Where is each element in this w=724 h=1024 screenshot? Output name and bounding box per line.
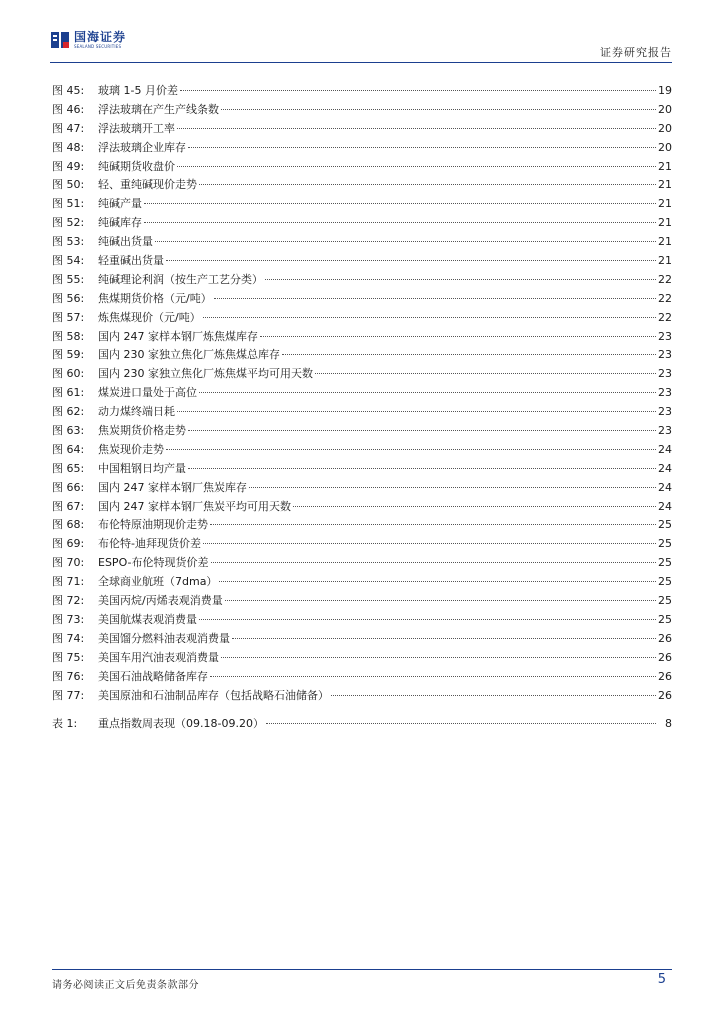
toc-dot-leader bbox=[166, 449, 656, 450]
toc-entry-page: 21 bbox=[658, 178, 672, 192]
toc-table-entry[interactable] bbox=[52, 715, 672, 734]
toc-dot-leader bbox=[177, 411, 656, 412]
toc-entry-title: 轻、重纯碱现价走势 bbox=[98, 178, 197, 192]
toc-entry-page: 26 bbox=[658, 650, 672, 664]
toc-dot-leader bbox=[282, 354, 656, 355]
toc-entry-title: 国内 230 家独立焦化厂炼焦煤平均可用天数 bbox=[98, 367, 313, 381]
toc-entry-label: 图 67: bbox=[52, 499, 85, 513]
toc-entry-label: 图 57: bbox=[52, 310, 85, 324]
toc-entry-page: 21 bbox=[658, 159, 672, 173]
logo-mark-icon bbox=[50, 30, 70, 50]
toc-figure-entry[interactable] bbox=[52, 271, 672, 290]
toc-figure-entry[interactable] bbox=[52, 479, 672, 498]
toc-dot-leader bbox=[188, 147, 656, 148]
toc-figure-entry[interactable] bbox=[52, 252, 672, 271]
toc-entry-title: 纯碱产量 bbox=[98, 197, 142, 211]
toc-entry-page: 21 bbox=[658, 235, 672, 249]
toc-entry-label: 图 60: bbox=[52, 367, 85, 381]
toc-entry-title: 纯碱期货收盘价 bbox=[98, 159, 175, 173]
toc-dot-leader bbox=[221, 657, 656, 658]
toc-entry-title: ESPO-布伦特现货价差 bbox=[98, 556, 209, 570]
toc-figure-entry[interactable] bbox=[52, 384, 672, 403]
toc-entry-title: 美国丙烷/丙烯表观消费量 bbox=[98, 594, 223, 608]
toc-figure-entry[interactable] bbox=[52, 422, 672, 441]
toc-dot-leader bbox=[177, 166, 656, 167]
toc-entry-label: 图 54: bbox=[52, 254, 85, 268]
toc-entry-page: 8 bbox=[665, 717, 672, 731]
toc-entry-page: 20 bbox=[658, 121, 672, 135]
toc-entry-title: 全球商业航班（7dma） bbox=[98, 575, 218, 589]
toc-figure-entry[interactable] bbox=[52, 687, 672, 706]
toc-entry-label: 图 62: bbox=[52, 405, 85, 419]
toc-dot-leader bbox=[199, 184, 656, 185]
toc-entry-label: 图 51: bbox=[52, 197, 85, 211]
toc-dot-leader bbox=[203, 317, 656, 318]
toc-entry-page: 26 bbox=[658, 688, 672, 702]
toc-figure-entry[interactable] bbox=[52, 346, 672, 365]
toc-entry-page: 25 bbox=[658, 575, 672, 589]
toc-entry-title: 美国原油和石油制品库存（包括战略石油储备） bbox=[98, 688, 329, 702]
toc-figure-entry[interactable] bbox=[52, 101, 672, 120]
toc-entry-title: 布伦特原油期现价走势 bbox=[98, 518, 208, 532]
toc-entry-label: 图 53: bbox=[52, 235, 85, 249]
toc-entry-label: 表 1: bbox=[52, 717, 78, 731]
toc-dot-leader bbox=[166, 260, 656, 261]
toc-dot-leader bbox=[214, 298, 656, 299]
toc-entry-title: 动力煤终端日耗 bbox=[98, 405, 175, 419]
toc-entry-label: 图 58: bbox=[52, 329, 85, 343]
figure-list bbox=[52, 82, 672, 705]
toc-entry-title: 焦炭现价走势 bbox=[98, 442, 164, 456]
toc-entry-title: 中国粗钢日均产量 bbox=[98, 461, 186, 475]
toc-entry-label: 图 66: bbox=[52, 480, 85, 494]
toc-dot-leader bbox=[225, 600, 656, 601]
toc-entry-label: 图 70: bbox=[52, 556, 85, 570]
toc-entry-label: 图 59: bbox=[52, 348, 85, 362]
toc-dot-leader bbox=[188, 430, 656, 431]
toc-entry-label: 图 68: bbox=[52, 518, 85, 532]
toc-entry-label: 图 75: bbox=[52, 650, 85, 664]
toc-entry-page: 22 bbox=[658, 310, 672, 324]
toc-entry-page: 25 bbox=[658, 537, 672, 551]
toc-figure-entry[interactable] bbox=[52, 195, 672, 214]
toc-entry-title: 国内 247 家样本钢厂焦炭平均可用天数 bbox=[98, 499, 291, 513]
logo-chinese-name: 国海证券 bbox=[74, 29, 127, 44]
toc-figure-entry[interactable] bbox=[52, 592, 672, 611]
toc-dot-leader bbox=[144, 203, 656, 204]
toc-entry-label: 图 55: bbox=[52, 272, 85, 286]
toc-entry-page: 25 bbox=[658, 612, 672, 626]
toc-entry-title: 浮法玻璃企业库存 bbox=[98, 140, 186, 154]
toc-dot-leader bbox=[331, 695, 656, 696]
toc-figure-entry[interactable] bbox=[52, 120, 672, 139]
toc-entry-page: 23 bbox=[658, 348, 672, 362]
toc-entry-label: 图 46: bbox=[52, 102, 85, 116]
toc-entry-page: 25 bbox=[658, 556, 672, 570]
company-logo bbox=[50, 30, 126, 50]
toc-entry-title: 重点指数周表现（09.18-09.20） bbox=[98, 717, 264, 731]
toc-entry-page: 26 bbox=[658, 631, 672, 645]
toc-dot-leader bbox=[144, 222, 656, 223]
toc-figure-entry[interactable] bbox=[52, 158, 672, 177]
toc-dot-leader bbox=[188, 468, 656, 469]
toc-entry-page: 26 bbox=[658, 669, 672, 683]
toc-entry-label: 图 71: bbox=[52, 575, 85, 589]
toc-dot-leader bbox=[219, 581, 656, 582]
toc-entry-title: 美国馏分燃料油表观消费量 bbox=[98, 631, 230, 645]
toc-entry-page: 20 bbox=[658, 140, 672, 154]
toc-entry-page: 23 bbox=[658, 405, 672, 419]
table-of-contents bbox=[52, 82, 672, 734]
toc-figure-entry[interactable] bbox=[52, 82, 672, 101]
toc-dot-leader bbox=[249, 487, 656, 488]
toc-dot-leader bbox=[211, 562, 657, 563]
toc-figure-entry[interactable] bbox=[52, 139, 672, 158]
toc-entry-title: 煤炭进口量处于高位 bbox=[98, 386, 197, 400]
toc-entry-label: 图 52: bbox=[52, 216, 85, 230]
toc-entry-page: 23 bbox=[658, 329, 672, 343]
footer-divider bbox=[52, 969, 672, 970]
toc-dot-leader bbox=[155, 241, 656, 242]
toc-figure-entry[interactable] bbox=[52, 535, 672, 554]
page-number: 5 bbox=[657, 972, 666, 987]
toc-entry-title: 纯碱库存 bbox=[98, 216, 142, 230]
disclaimer-note: 请务必阅读正文后免责条款部分 bbox=[52, 980, 199, 991]
toc-entry-label: 图 72: bbox=[52, 594, 85, 608]
toc-figure-entry[interactable] bbox=[52, 498, 672, 517]
toc-entry-page: 24 bbox=[658, 499, 672, 513]
toc-entry-label: 图 69: bbox=[52, 537, 85, 551]
toc-figure-entry[interactable] bbox=[52, 309, 672, 328]
toc-entry-page: 25 bbox=[658, 594, 672, 608]
toc-entry-page: 22 bbox=[658, 272, 672, 286]
toc-entry-title: 轻重碱出货量 bbox=[98, 254, 164, 268]
toc-entry-label: 图 65: bbox=[52, 461, 85, 475]
toc-entry-label: 图 45: bbox=[52, 84, 85, 97]
toc-entry-label: 图 76: bbox=[52, 669, 85, 683]
toc-entry-label: 图 48: bbox=[52, 140, 85, 154]
toc-entry-page: 23 bbox=[658, 386, 672, 400]
page-header bbox=[50, 30, 672, 64]
toc-entry-title: 国内 230 家独立焦化厂炼焦煤总库存 bbox=[98, 348, 280, 362]
toc-entry-label: 图 73: bbox=[52, 612, 85, 626]
logo-english-name: SEALAND SECURITIES bbox=[74, 43, 122, 49]
toc-dot-leader bbox=[177, 128, 656, 129]
toc-dot-leader bbox=[265, 279, 656, 280]
toc-figure-entry[interactable] bbox=[52, 365, 672, 384]
toc-entry-label: 图 77: bbox=[52, 688, 85, 702]
toc-dot-leader bbox=[315, 373, 656, 374]
toc-entry-title: 美国车用汽油表观消费量 bbox=[98, 650, 219, 664]
toc-entry-page: 21 bbox=[658, 254, 672, 268]
toc-figure-entry[interactable] bbox=[52, 441, 672, 460]
toc-dot-leader bbox=[210, 524, 656, 525]
header-divider bbox=[50, 62, 672, 63]
toc-entry-title: 纯碱出货量 bbox=[98, 235, 153, 249]
toc-entry-title: 国内 247 家样本钢厂焦炭库存 bbox=[98, 480, 247, 494]
report-type-label: 证券研究报告 bbox=[600, 46, 672, 59]
toc-entry-title: 浮法玻璃开工率 bbox=[98, 121, 175, 135]
toc-entry-title: 布伦特-迪拜现货价差 bbox=[98, 537, 201, 551]
toc-entry-label: 图 74: bbox=[52, 631, 85, 645]
toc-figure-entry[interactable] bbox=[52, 214, 672, 233]
toc-dot-leader bbox=[199, 392, 656, 393]
toc-entry-title: 浮法玻璃在产生产线条数 bbox=[98, 102, 219, 116]
toc-figure-entry[interactable] bbox=[52, 649, 672, 668]
table-list bbox=[52, 715, 672, 734]
toc-dot-leader bbox=[203, 543, 656, 544]
toc-dot-leader bbox=[266, 723, 656, 724]
toc-entry-label: 图 47: bbox=[52, 121, 85, 135]
toc-entry-label: 图 63: bbox=[52, 424, 85, 438]
toc-entry-page: 19 bbox=[658, 84, 672, 97]
toc-figure-entry[interactable] bbox=[52, 668, 672, 687]
toc-entry-label: 图 64: bbox=[52, 442, 85, 456]
toc-figure-entry[interactable] bbox=[52, 290, 672, 309]
toc-dot-leader bbox=[210, 676, 656, 677]
toc-entry-title: 炼焦煤现价（元/吨） bbox=[98, 310, 201, 324]
toc-entry-page: 21 bbox=[658, 197, 672, 211]
toc-entry-title: 焦炭期货价格走势 bbox=[98, 424, 186, 438]
toc-dot-leader bbox=[260, 336, 656, 337]
toc-figure-entry[interactable] bbox=[52, 554, 672, 573]
toc-entry-title: 国内 247 家样本钢厂炼焦煤库存 bbox=[98, 329, 258, 343]
toc-entry-label: 图 61: bbox=[52, 386, 85, 400]
toc-entry-page: 24 bbox=[658, 442, 672, 456]
toc-figure-entry[interactable] bbox=[52, 573, 672, 592]
toc-figure-entry[interactable] bbox=[52, 328, 672, 347]
toc-entry-title: 美国航煤表观消费量 bbox=[98, 612, 197, 626]
toc-entry-page: 24 bbox=[658, 461, 672, 475]
toc-entry-page: 20 bbox=[658, 102, 672, 116]
toc-figure-entry[interactable] bbox=[52, 403, 672, 422]
toc-entry-title: 焦煤期货价格（元/吨） bbox=[98, 291, 212, 305]
toc-figure-entry[interactable] bbox=[52, 176, 672, 195]
toc-figure-entry[interactable] bbox=[52, 611, 672, 630]
toc-dot-leader bbox=[199, 619, 656, 620]
toc-entry-title: 玻璃 1-5 月价差 bbox=[98, 84, 178, 97]
toc-entry-page: 24 bbox=[658, 480, 672, 494]
toc-figure-entry[interactable] bbox=[52, 460, 672, 479]
toc-entry-page: 23 bbox=[658, 424, 672, 438]
toc-entry-page: 21 bbox=[658, 216, 672, 230]
toc-dot-leader bbox=[180, 90, 656, 91]
toc-figure-entry[interactable] bbox=[52, 516, 672, 535]
toc-dot-leader bbox=[221, 109, 656, 110]
toc-entry-label: 图 56: bbox=[52, 291, 85, 305]
toc-figure-entry[interactable] bbox=[52, 630, 672, 649]
toc-entry-label: 图 49: bbox=[52, 159, 85, 173]
toc-entry-title: 纯碱理论利润（按生产工艺分类） bbox=[98, 272, 263, 286]
toc-entry-page: 23 bbox=[658, 367, 672, 381]
toc-dot-leader bbox=[232, 638, 656, 639]
toc-dot-leader bbox=[293, 506, 656, 507]
toc-entry-page: 22 bbox=[658, 291, 672, 305]
toc-entry-page: 25 bbox=[658, 518, 672, 532]
toc-figure-entry[interactable] bbox=[52, 233, 672, 252]
toc-entry-label: 图 50: bbox=[52, 178, 85, 192]
toc-entry-title: 美国石油战略储备库存 bbox=[98, 669, 208, 683]
